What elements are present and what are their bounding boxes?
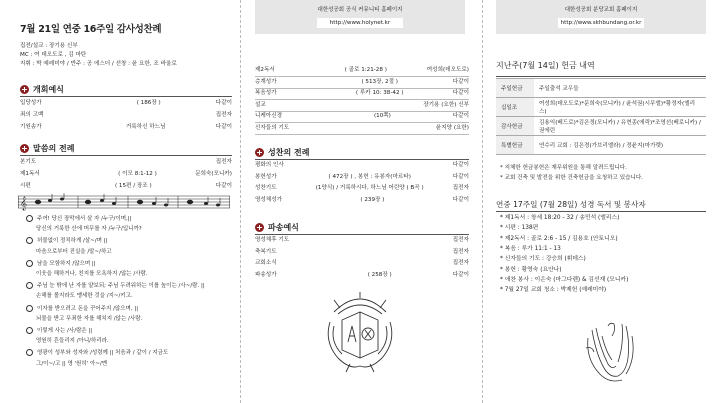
banner-url-link[interactable]: http://www.holynet.kr [317,18,403,28]
order-detail: (1양식) / 거룩하시다, 하느님 어린양 ( B곡 ) [315,185,424,191]
order-who: 장기용 (요한) 신부 [423,101,469,108]
offering-value: 여성희(데오도로)*문희숙(모니카) / 윤석권(시무엘)*황정자(엘리스) [534,98,706,117]
order-label: 신자들의 기도 [255,124,290,131]
order-label: 교회소식 [255,260,277,266]
order-row [255,162,469,169]
section-title: 말씀의 전례 [33,144,75,153]
psalm-line [36,316,142,323]
order-label: 영성체성가 [255,196,283,203]
offering-title: 지난주(7월 14일) 헌금 내역 [496,61,595,70]
order-detail: ( 472장 ) , 봉헌 : 유봉자(마르타) [328,173,411,180]
order-who: 윤지양 (요한) [435,124,469,131]
psalm-line-text: 그/이~/고 || 영 '원히' 아~/멘 [36,360,108,367]
order-row [255,90,469,97]
divider-line [20,155,232,156]
order-who: 다같이 [452,271,469,278]
order-detail: (10쪽) [373,113,391,119]
next-week-item: * 제2독서 : 골로 2:6 - 15 / 김용호 (안토니오) [500,235,618,242]
section-word [20,143,74,154]
order-who: 집전자 [215,112,232,118]
divider-line [255,234,469,235]
order-detail: ( 258장 ) [367,271,392,278]
order-label: 영성체후 기도 [255,237,290,243]
order-detail: 거룩하신 하느님 [125,124,166,130]
psalm-line [36,226,142,233]
order-row [20,112,232,119]
next-week-item: * 시편 : 138편 [500,225,539,232]
order-who: 다같이 [452,196,469,203]
offering-note: * 지체한 헌금봉헌은 재무위원을 통해 알려드립니다. [500,165,627,171]
section-eucharist [255,147,309,158]
response-circle-icon [26,349,33,356]
psalm-line [26,237,107,245]
psalm-line-text: 주님 눈 밖에 난 자를 얕보되; 주님 두려워하는 이를 높이는 /사~/람. || [37,283,205,290]
order-label: 본기도 [20,159,37,165]
order-row [20,183,232,190]
order-label: 니케아신경 [255,113,283,119]
order-label: 축복기도 [255,248,277,255]
next-week-item: * 신자들의 기도 : 강승희 (휘데스) [500,256,586,263]
order-detail: ( 239장 ) [360,196,385,203]
psalm-line-text: 당신의 거룩한 산에 머무를 자 /누구/입니까? [36,226,142,233]
order-who: 집전자 [452,248,469,255]
response-circle-icon [26,215,33,222]
parish-site-banner [496,0,706,34]
psalm-line-text: 이렇게 사는 /사/람은 || [37,328,93,334]
response-circle-icon [26,260,33,267]
order-label: 파송성가 [255,271,277,278]
response-circle-icon [26,237,33,244]
response-circle-icon [26,282,33,289]
banner-url-link[interactable]: http://www.skhbundang.or.kr [558,18,644,28]
order-label: 제2독서 [255,67,275,73]
next-week-item: * 7월 27일 교회 청소 : 박제헌 (예레미야) [500,287,607,294]
offering-label: 감사헌금 [496,117,534,136]
divider-line [20,96,232,97]
psalm-line-text: 영광이 성부와 성자와 /성령께 || 처음과 / 같이 / 지금도 [37,350,169,357]
eucharist-emblem-illustration [320,292,400,374]
order-label: 제1독서 [20,171,40,177]
order-row [20,124,232,131]
praying-hands-illustration [582,318,638,384]
order-row [255,113,469,120]
psalm-line [26,215,132,223]
order-label: 설교 [255,101,266,108]
row-divider [255,122,469,123]
order-row [255,185,469,192]
next-week-item: * 봉헌 : 황영숙 (요안나) [500,266,562,273]
order-detail: ( 15편 / 장조 ) [114,183,152,189]
row-divider [255,111,469,112]
order-row [255,79,469,86]
psalm-line [26,260,96,268]
offering-label: 주일헌금 [496,79,534,98]
order-who: 다같이 [452,113,469,119]
divider-line [496,211,706,212]
order-who: 다같이 [452,173,469,180]
psalm-line-text: 마음으로부터 진실을 /말~/하고 [36,248,112,255]
offering-row [496,98,706,117]
order-label: 봉헌성가 [255,173,277,180]
offering-note: * 교회 건축 및 발전을 위한 건축헌금을 요청하고 있습니다. [500,175,644,181]
row-divider [255,99,469,100]
service-title: 7월 21일 연중 16주일 감사성찬례 [20,24,162,35]
psalm-line [26,327,92,335]
offering-value: 주일출석 교우들 [534,79,706,98]
psalm-line-text: 이자를 받으려고 돈을 꾸어주지 /않으며, || [37,305,139,312]
order-label: 성찬기도 [255,185,277,191]
psalm-line-text: 남을 모함하지 /않으며 || [37,260,96,267]
banner-title: 대한성공회 분당교회 홈페이지 [564,7,638,13]
order-row [20,100,232,107]
order-who: 다같이 [215,124,232,130]
order-row [255,260,469,267]
order-row [255,174,469,181]
offering-table [496,78,706,155]
offering-value: 연수리 교회 : 김은경(가브리엘라) / 정윤지(마가렛) [534,136,706,155]
cross-icon [255,223,264,232]
offering-label: 십일조 [496,98,534,117]
next-week-item: * 제1독서 : 창세 18:20 - 32 / 송민석 (엘리스) [500,215,620,221]
offering-label: 특별헌금 [496,136,534,155]
order-row [255,102,469,109]
order-detail: ( 골로 1:21-28 ) [344,67,387,73]
psalm-line [36,249,112,256]
banner-title: 대한성공회 공식 커뮤니티 홈페이지 [317,7,403,13]
section-title: 파송예식 [268,223,299,232]
order-who: 집전자 [215,159,232,165]
psalm-line-text: 이웃을 해하거나, 친지를 모욕하지 /않는 /사람. [36,271,148,277]
order-row [255,237,469,244]
psalm-line-text: 뇌물을 받고 무죄한 자를 해치지 /않는 /사람. [36,315,143,322]
order-row [255,249,469,256]
next-week-item: * 복음 : 루가 11:1 - 13 [500,245,561,252]
order-who: 집전자 [452,185,469,191]
order-row [255,197,469,204]
order-label: 죄의 고백 [20,112,44,118]
offering-row [496,117,706,136]
offering-row [496,79,706,98]
order-who: 집전자 [452,237,469,243]
order-label: 기원송가 [20,124,42,130]
cross-icon [20,85,29,94]
psalm-line-text: 손해를 볼지라도 맹세한 것을 /지~/키고. [36,293,133,300]
order-who: 여성희(데오도로) [426,67,469,73]
order-who: 다같이 [452,162,469,168]
offering-value: 김용익(베드로)*김은정(모니카) / 유현종(에릭)*조영선(베로니카) / 권에린 [534,117,706,136]
order-detail: ( 513장, 2절 ) [361,78,398,85]
next-week-title: 연중 17주일 (7월 28일) 성경 독서 및 봉사자 [496,200,646,209]
svg-text:𝄞: 𝄞 [20,196,28,210]
section-opening [20,84,64,95]
order-row [255,125,469,132]
order-label: 시편 [20,183,31,189]
order-who: 다같이 [452,78,469,85]
psalm-line-text: 영원히 흔들리지 /아니/하리라. [36,338,109,345]
order-who: 다같이 [452,90,469,96]
psalm-line-text: 허물없이 정직하게 /살~/며 || [37,238,108,245]
order-row [20,159,232,166]
section-title: 개회예식 [33,85,64,94]
order-detail: ( 186장 ) [136,100,161,106]
psalm-line [26,349,168,357]
minister-line: MC : 여 데오도로 , 김 마탄 [20,52,87,58]
psalm-line [26,282,205,290]
order-who: 문희숙(모니카) [195,171,232,177]
psalm-line [36,361,107,368]
order-who: 집전자 [452,260,469,266]
minister-line: 지휘 : 박 예레미야 / 반주 : 공 에스더 / 선창 : 윤 요한, 조 바울로 [20,61,177,67]
column-divider [482,0,483,403]
response-circle-icon [26,327,33,334]
row-divider [255,134,469,135]
order-who: 다같이 [215,183,232,189]
order-detail: ( 이모 8:1-12 ) [118,171,157,177]
community-site-banner [255,0,465,34]
psalm-line [36,271,148,278]
cross-icon [255,148,264,157]
order-row [20,171,232,178]
next-week-item: * 애찬 봉사 : 이은숙 (마그다렌) & 김선재 (모니카) [500,276,629,283]
psalm-line-text: 주여! 당신 장막에서 살 자 /누구/이며,|| [37,216,132,222]
psalm-line [36,338,109,345]
order-row [255,272,469,279]
cross-icon [20,144,29,153]
order-label: 평화의 인사 [255,162,284,168]
offering-row [496,136,706,155]
psalm-line [26,305,138,313]
response-circle-icon [26,305,33,312]
divider-line [255,159,469,160]
order-detail: ( 루카 10: 38-42 ) [355,90,404,96]
order-row [255,67,469,74]
order-label: 복음성가 [255,90,277,96]
psalm-music-staff [18,193,230,211]
section-dismissal [255,222,299,233]
column-divider [240,0,241,403]
order-who: 다같이 [215,100,232,106]
minister-line: 집전/설교 : 장기용 신부 [20,43,78,49]
divider-line [496,76,706,77]
section-title: 성찬의 전례 [268,148,310,157]
order-label: 입당성가 [20,100,42,106]
order-label: 층계성가 [255,78,277,85]
psalm-line [36,293,133,300]
row-divider [255,88,469,89]
row-divider [255,76,469,77]
